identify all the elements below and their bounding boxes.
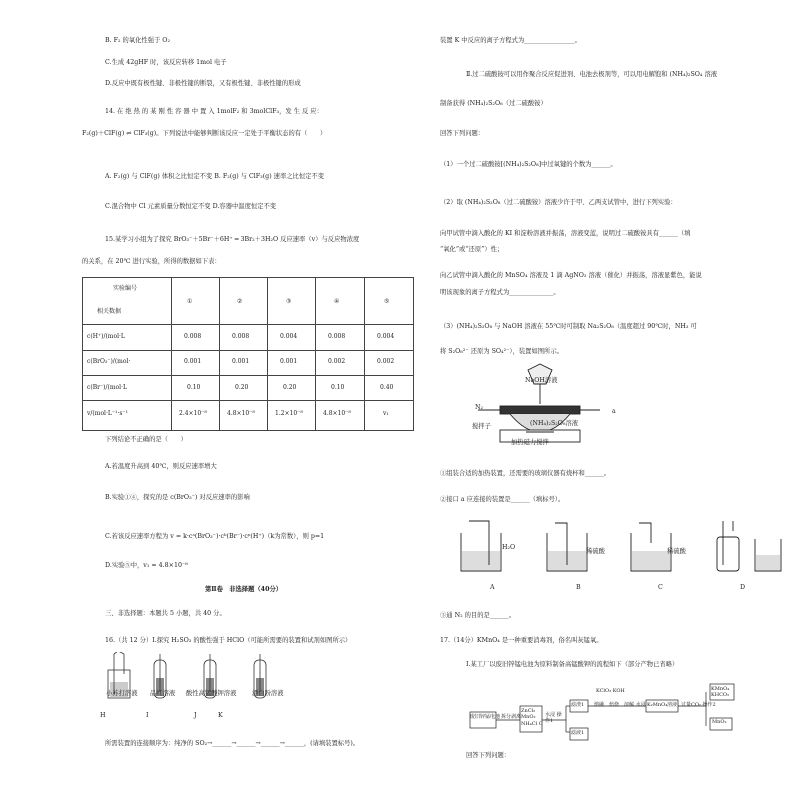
q17-stem: 17.（14分）KMnO₄ 是一种重要消毒剂，俗名叫灰锰氧。 [440,637,603,644]
sub-question-3-1: ①组装合适的加热装置，还需要的玻璃仪器有烧杯和______。 [440,470,611,477]
bottle-letter: H [100,712,106,719]
q16-connection-order: 所需装置的连接顺序为：纯净的 SO₂→______→______→______→______，(请填装置标号)。 [105,740,360,747]
bottle-letter: I [146,712,149,719]
part2-intro-2: 制备获得 (NH₄)₂S₂O₈（过二硫酸铵） [440,100,547,107]
absorber-letter: B [576,584,581,591]
row-label: c(Br⁻)/(mol·L [87,384,127,391]
sub-question-3-2b: ②接口 a 应连接的装置是______（填标号）。 [440,496,565,503]
sub-question-3: （3）(NH₄)₂S₂O₈ 与 NaOH 溶液在 55℃时可制取 Na₂S₂O₈（温度超过 90℃时，NH₃ 可 [440,323,697,330]
table-cell: 0.20 [283,384,297,391]
table-cell: 0.10 [187,384,201,391]
absorber-letter: C [658,584,663,591]
absorber-label: 稀硫酸 [586,548,605,555]
sub-question-1: （1）一个过二硫酸铵[(NH₄)₂S₂O₈]中过氧键的个数为______。 [440,161,617,168]
table-header-bottom: 相关数据 [97,308,122,315]
flow-calcine: 焙烧 [609,702,620,708]
table-cell: 0.20 [235,384,249,391]
option-b-line: B. F₂ 的氧化性强于 O₂ [105,37,170,44]
naoh-label: NaOH溶液 [525,377,558,384]
bottle-letter: K [218,712,223,719]
col-header: ① [187,298,193,305]
q16-stem: 16.（共 12 分）Ⅰ.探究 H₂SO₃ 的酸性强于 HClO（可能所需要的装置和试剂如图所示） [105,637,352,644]
bottle-label: 品红溶液 [150,690,176,697]
q14-options-ab: A. F₂(g) 与 ClF(g) 体积之比恒定不变 B. F₂(g) 与 ClF₃(g) 速率之比恒定不变 [105,173,325,180]
bottle-label: 小苏打溶液 [106,690,138,697]
flow-start: 废旧锌锰电池 [470,714,501,720]
col-header: ④ [334,298,340,305]
q15-stem-2: 的关系，在 20℃ 进行实验，所得的数据如下表： [82,258,221,265]
table-cell: 4.8×10⁻⁸ [227,410,255,417]
part2-intro: Ⅱ.过二硫酸铵可以用作聚合反应促进剂、电池去极剂等，可以用电解饱和 (NH₄)₂SO₄ 溶液 [466,71,718,78]
absorber-letter: A [490,584,495,591]
table-cell: 0.002 [328,358,346,365]
section-intro: 三、非选择题：本题共 5 小题，共 40 分。 [105,610,226,617]
table-cell: 4.8×10⁻⁸ [323,410,351,417]
table-cell: 0.008 [328,333,346,340]
table-cell: 0.004 [377,333,395,340]
q15-option-d: D.实验⑤中，v₁ = 4.8×10⁻⁸ [105,562,188,569]
table-header-top: 实验编号 [113,285,138,292]
option-c-line: C.生成 42gHF 时，该反应转移 1mol 电子 [105,59,227,66]
solution-label: (NH₄)₂S₂O₈溶液 [530,420,579,427]
flow-co2: 过量CO₂ 操作2 [681,702,716,708]
wash-bottles-illustration [100,652,300,714]
q15-question: 下列结论不正确的是（ ） [105,436,187,443]
table-cell: v₁ [383,410,389,417]
table-cell: 1.2×10⁻⁸ [275,410,303,417]
stirrer-label: 搅拌子 [472,423,491,430]
n2-label: N₂ [475,404,484,411]
row-label: c(BrO₃⁻)/(mol· [87,358,131,365]
table-cell: 0.001 [280,358,298,365]
flow-reagent: KClO₃ KOH [596,688,625,694]
flow-filtrate2: 滤液1 [571,730,585,736]
tube-b-experiment-2: 明该现象的离子方程式为______________。 [440,289,560,296]
table-cell: 0.10 [331,384,345,391]
q14-options-cd: C.混合物中 Cl 元素质量分数恒定不变 D.容器中温度恒定不变 [105,203,277,210]
table-cell: 2.4×10⁻⁸ [179,410,207,417]
flow-dissolve: 溶解 水浸 [624,702,646,708]
q15-option-c: C.若该反应速率方程为 v = k·cᵃ(BrO₃⁻)·cᵇ(Br⁻)·cᵖ(H⁺)（k为常数），则 p=1 [105,533,325,540]
row-label: v/(mol·L⁻¹·s⁻¹ [87,410,128,417]
sub-question-3-3: ③通 N₂ 的目的是______。 [440,612,516,619]
tube-b-experiment: 向乙试管中滴入酸化的 MnSO₄ 溶液及 1 滴 AgNO₃ 溶液（催化）并振荡，溶液显紫色，能说 [440,272,702,279]
flow-out2: MnO₂ [712,719,727,725]
table-cell: 0.001 [232,358,250,365]
option-d-line: D.反应中既有极性键、非极性键的断裂，又有极性键、非极性键的形成 [105,80,301,87]
answer-prompt: 回答下列问题： [440,130,485,137]
q15-option-a: A.若温度升高到 40℃，则反应速率增大 [105,463,217,470]
absorber-label: H₂O [502,544,516,551]
flow-k2mno4: K₂MnO₄溶液 [647,702,678,708]
flow-step1: 拆分剥离 [501,714,522,720]
sub-question-3-2: 将 S₂O₈²⁻ 还原为 SO₄²⁻），装置如图所示。 [440,348,563,355]
row-label: c(H⁺)/(mol·L [87,333,125,340]
flow-mix: ZnCl₂ MnO₂ NH₄Cl C [521,708,543,727]
q15-option-b: B.实验①④，探究的是 c(BrO₃⁻) 对反应速率的影响 [105,494,250,501]
interface-a-label: a [612,408,616,415]
q14-stem: 14. 在 绝 热 的 某 刚 性 容 器 中 置 入 1molF₂ 和 3molClF₃，发 生 反 应： [105,108,323,115]
table-cell: 0.008 [184,333,202,340]
heater-label: 加热磁力搅拌 [511,439,549,446]
tube-a-experiment-2: “氧化”或“还原”）性； [440,246,504,253]
rate-data-table [82,277,414,431]
q17-part1: Ⅰ.某工厂以废旧锌锰电池为原料制备高锰酸钾的流程如下（部分产物已省略） [466,661,679,668]
section-title: 第Ⅱ卷 非选择题（40分） [205,586,283,593]
flow-melt: 熔融 [594,702,605,708]
q14-equation: F₂(g)＋ClF(g) ⇌ ClF₃(g)。下列说法中能够判断该反应一定处于平衡状态的有（ ） [82,130,327,137]
table-cell: 0.002 [377,358,395,365]
bottle-letter: J [194,712,197,719]
absorber-letter: D [740,584,746,591]
absorber-label: 稀硫酸 [667,548,686,555]
k-ion-equation: 装置 K 中反应的离子方程式为________________。 [440,37,581,44]
sub-question-2: （2）取 (NH₄)₂S₂O₈（过二硫酸铵）溶液少许于甲、乙两支试管中，进行下列实验： [440,199,677,206]
table-cell: 0.40 [380,384,394,391]
col-header: ⑤ [384,298,390,305]
col-header: ③ [286,298,292,305]
bottle-label: 漂白粉溶液 [252,690,284,697]
answer-prompt-2: 回答下列问题： [466,752,511,759]
flow-out1: KMnO₄ KHCO₃ [711,686,730,699]
table-cell: 0.004 [280,333,298,340]
flow-op1: 水浸 操作1 [545,712,562,725]
bottle-label: 酸性高锰酸钾溶液 [186,690,237,697]
table-cell: 0.008 [232,333,250,340]
col-header: ② [237,298,243,305]
table-cell: 0.001 [184,358,202,365]
tube-a-experiment: 向甲试管中滴入酸化的 KI 和淀粉溶液并振荡，溶液变蓝，说明过二硫酸铵具有______（填 [440,230,691,237]
q15-stem: 15.某学习小组为了探究 BrO₃⁻＋5Br⁻＋6H⁺ ═ 3Br₂＋3H₂O 反应速率（v）与反应物浓度 [105,236,360,243]
flow-filtrate1: 滤渣1 [571,702,585,708]
